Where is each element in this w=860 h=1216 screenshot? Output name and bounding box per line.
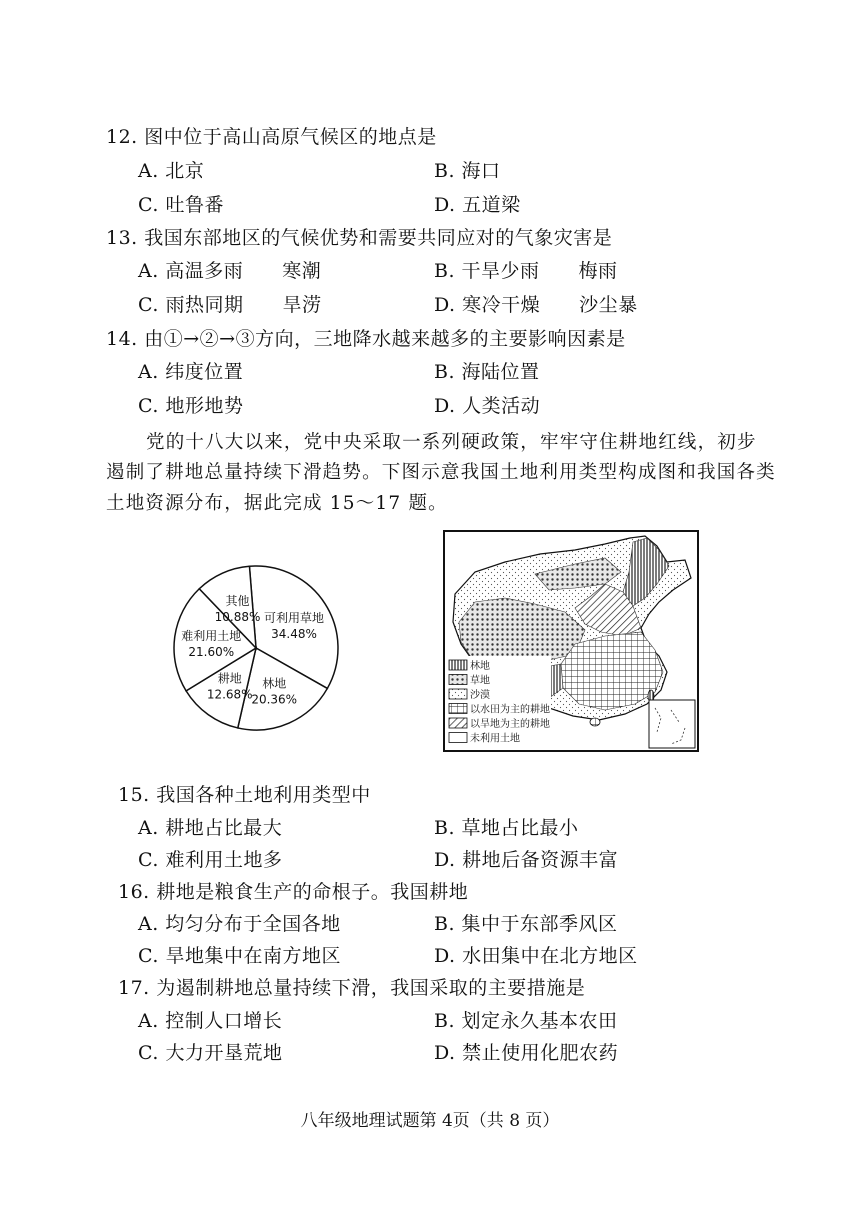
map-legend-label-1: 草地 — [470, 675, 490, 687]
question-16-stem: 16. 耕地是粮食生产的命根子。我国耕地 — [118, 881, 469, 903]
map-legend-swatch-4 — [449, 718, 467, 728]
map-legend-label-3: 以水田为主的耕地 — [470, 704, 550, 716]
question-14-stem: 14. 由①→②→③方向，三地降水越来越多的主要影响因素是 — [106, 328, 626, 350]
pie-value-4: 10.88% — [214, 609, 261, 624]
page-footer: 八年级地理试题第 4页（共 8 页） — [300, 1111, 560, 1131]
question-13-stem: 13. 我国东部地区的气候优势和需要共同应对的气象灾害是 — [106, 227, 613, 249]
pie-value-0: 34.48% — [271, 626, 317, 641]
q16-option-a: A. 均匀分布于全国各地 — [138, 913, 341, 935]
map-legend-swatch-3 — [449, 704, 467, 714]
south-china-sea-inset — [649, 700, 695, 748]
intro-line-3: 土地资源分布，据此完成 15～17 题。 — [106, 493, 448, 514]
map-legend — [447, 656, 551, 748]
map-legend-swatch-2 — [449, 689, 467, 699]
land-resource-map — [443, 530, 699, 752]
q16-option-d: D. 水田集中在北方地区 — [434, 945, 638, 967]
pie-value-2: 12.68% — [206, 687, 253, 702]
q12-option-d: D. 五道梁 — [434, 194, 521, 216]
question-12-stem: 12. 图中位于高山高原气候区的地点是 — [106, 126, 437, 148]
land-use-pie-chart — [168, 548, 348, 748]
question-15-stem: 15. 我国各种土地利用类型中 — [118, 784, 371, 806]
q15-option-c: C. 难利用土地多 — [138, 849, 283, 871]
pie-value-1: 20.36% — [251, 692, 298, 707]
pie-label-1: 林地 — [262, 676, 287, 691]
pie-label-0: 可利用草地 — [264, 610, 325, 625]
q16-option-c: C. 旱地集中在南方地区 — [138, 945, 341, 967]
intro-line-1: 党的十八大以来，党中央采取一系列硬政策，牢牢守住耕地红线，初步 — [146, 432, 757, 453]
q15-option-b: B. 草地占比最小 — [434, 817, 579, 839]
map-legend-swatch-0 — [449, 660, 467, 670]
q14-option-a: A. 纬度位置 — [138, 361, 244, 383]
pie-label-4: 其他 — [225, 593, 250, 608]
pie-label-3: 难利用土地 — [181, 629, 242, 644]
map-legend-label-5: 未利用土地 — [470, 733, 520, 745]
q13-option-c: C. 雨热同期 旱涝 — [138, 294, 322, 316]
q17-option-a: A. 控制人口增长 — [138, 1010, 283, 1032]
q12-option-a: A. 北京 — [138, 160, 205, 182]
q16-option-b: B. 集中于东部季风区 — [434, 913, 618, 935]
pie-value-3: 21.60% — [188, 645, 235, 660]
map-svg — [445, 532, 697, 750]
q13-option-d: D. 寒冷干燥 沙尘暴 — [434, 294, 638, 316]
pie-label-2: 耕地 — [217, 671, 242, 686]
q12-option-c: C. 吐鲁番 — [138, 194, 224, 216]
pie-svg — [168, 548, 348, 748]
q17-option-d: D. 禁止使用化肥农药 — [434, 1042, 619, 1064]
map-legend-label-2: 沙漠 — [470, 690, 490, 701]
map-legend-swatch-5 — [449, 733, 467, 743]
q12-option-b: B. 海口 — [434, 160, 501, 182]
q14-option-c: C. 地形地势 — [138, 395, 244, 417]
hainan-island — [590, 718, 600, 726]
map-legend-label-4: 以旱地为主的耕地 — [470, 719, 550, 730]
question-17-stem: 17. 为遏制耕地总量持续下滑，我国采取的主要措施是 — [118, 977, 586, 999]
map-legend-swatch-1 — [449, 675, 467, 685]
q13-option-a: A. 高温多雨 寒潮 — [138, 260, 322, 282]
q13-option-b: B. 干旱少雨 梅雨 — [434, 260, 618, 282]
intro-line-2: 遏制了耕地总量持续下滑趋势。下图示意我国土地利用类型构成图和我国各类 — [106, 462, 776, 483]
q14-option-b: B. 海陆位置 — [434, 361, 540, 383]
q15-option-a: A. 耕地占比最大 — [138, 817, 283, 839]
q17-option-b: B. 划定永久基本农田 — [434, 1010, 618, 1032]
q17-option-c: C. 大力开垦荒地 — [138, 1042, 283, 1064]
q14-option-d: D. 人类活动 — [434, 395, 541, 417]
map-legend-label-0: 林地 — [470, 661, 490, 672]
q15-option-d: D. 耕地后备资源丰富 — [434, 849, 619, 871]
